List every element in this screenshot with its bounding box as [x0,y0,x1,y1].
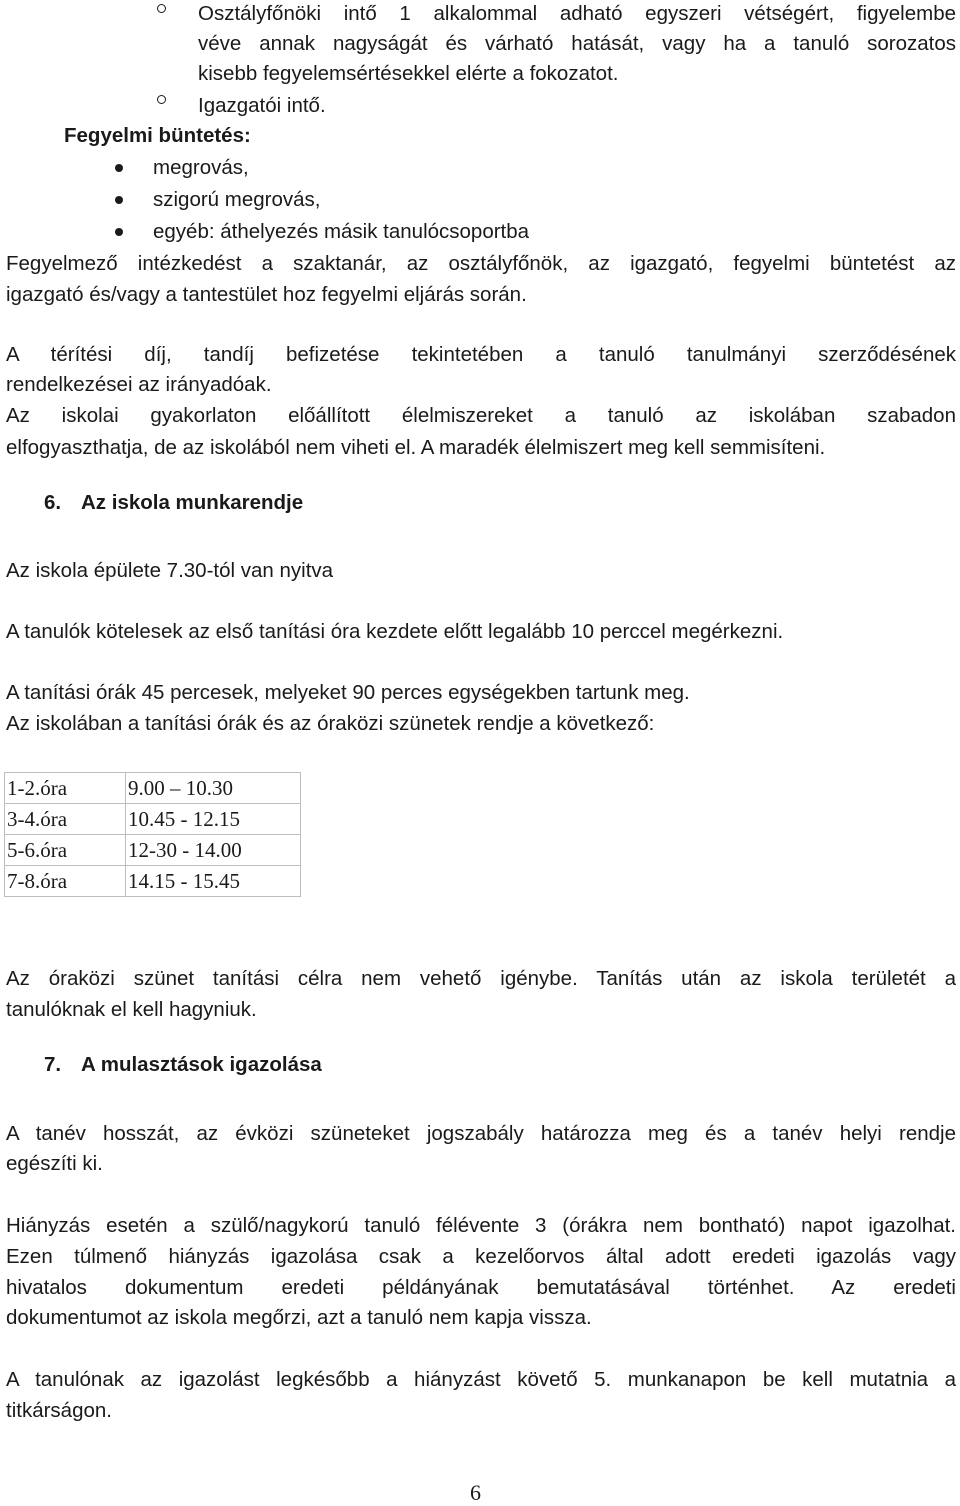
measures-line-1: Fegyelmező intézkedést a szaktanár, az osztályfőnök, az igazgató, fegyelmi büntetést az [6,252,956,275]
schedule-table [4,772,301,897]
table-cell: 7-8.óra [5,866,126,897]
measures-line-2: igazgató és/vagy a tantestület hoz fegyelmi eljárás során. [6,283,527,306]
year-line-2: egészíti ki. [6,1152,103,1175]
section-6-number: 6. [44,491,62,514]
absence-line-2: Ezen túlmenő hiányzás igazolása csak a kezelőorvos által adott eredeti igazolás vagy [6,1245,956,1268]
year-line-1: A tanév hosszát, az évközi szüneteket jogszabály határozza meg és a tanév helyi rendje [6,1122,956,1145]
circle-bullet-icon [157,95,166,104]
warning-1-line-2: véve annak nagyságát és várható hatását, vagy ha a tanuló sorozatos [198,32,956,55]
deadline-line-1: A tanulónak az igazolást legkésőbb a hiányzást követő 5. munkanapon be kell mutatnia a [6,1368,956,1391]
arrival-rule: A tanulók kötelesek az első tanítási óra kezdete előtt legalább 10 perccel megérkezni. [6,620,784,643]
schedule-intro: Az iskolában a tanítási órák és az óraközi szünetek rendje a következő: [6,712,655,735]
table-cell: 9.00 – 10.30 [126,773,301,804]
table-cell: 1-2.óra [5,773,126,804]
punishment-heading: Fegyelmi büntetés: [64,124,251,147]
table-row [5,804,301,835]
section-7-title: A mulasztások igazolása [81,1053,322,1076]
section-7-number: 7. [44,1053,62,1076]
food-line-1: Az iskolai gyakorlaton előállított élelmiszereket a tanuló az iskolában szabadon [6,404,956,427]
absence-line-3: hivatalos dokumentum eredeti példányának bemutatásával történhet. Az eredeti [6,1276,956,1299]
absence-line-4: dokumentumot az iskola megőrzi, azt a tanuló nem kapja vissza. [6,1306,592,1329]
table-cell: 3-4.óra [5,804,126,835]
table-cell: 5-6.óra [5,835,126,866]
break-line-1: Az óraközi szünet tanítási célra nem vehető igénybe. Tanítás után az iskola területét a [6,967,956,990]
circle-bullet-icon [157,4,166,13]
table-cell: 14.15 - 15.45 [126,866,301,897]
punishment-item: megrovás, [153,156,249,179]
fee-line-1: A térítési díj, tandíj befizetése tekintetében a tanuló tanulmányi szerződésének [6,343,956,366]
food-line-2: elfogyaszthatja, de az iskolából nem viheti el. A maradék élelmiszert meg kell semmisíteni. [6,436,826,459]
lesson-length: A tanítási órák 45 percesek, melyeket 90 perces egységekben tartunk meg. [6,681,690,704]
warning-1-line-1: Osztályfőnöki intő 1 alkalommal adható egyszeri vétségért, figyelembe [198,2,956,25]
absence-line-1: Hiányzás esetén a szülő/nagykorú tanuló félévente 3 (órákra nem bontható) napot igazolhat. [6,1214,956,1237]
warning-2-line-1: Igazgatói intő. [198,94,326,117]
table-row [5,835,301,866]
break-line-2: tanulóknak el kell hagyniuk. [6,998,257,1021]
bullet-dot-icon [115,196,123,204]
warning-1-line-3: kisebb fegyelemsértésekkel elérte a fokozatot. [198,62,619,85]
fee-line-2: rendelkezései az irányadóak. [6,373,272,396]
punishment-item: szigorú megrovás, [153,188,321,211]
punishment-item: egyéb: áthelyezés másik tanulócsoportba [153,220,530,243]
page-number: 6 [470,1480,481,1505]
bullet-dot-icon [115,164,123,172]
deadline-line-2: titkárságon. [6,1399,112,1422]
table-row [5,773,301,804]
table-row [5,866,301,897]
table-cell: 10.45 - 12.15 [126,804,301,835]
section-6-title: Az iskola munkarendje [81,491,304,514]
bullet-dot-icon [115,228,123,236]
opening-hours: Az iskola épülete 7.30-tól van nyitva [6,559,334,582]
table-cell: 12-30 - 14.00 [126,835,301,866]
